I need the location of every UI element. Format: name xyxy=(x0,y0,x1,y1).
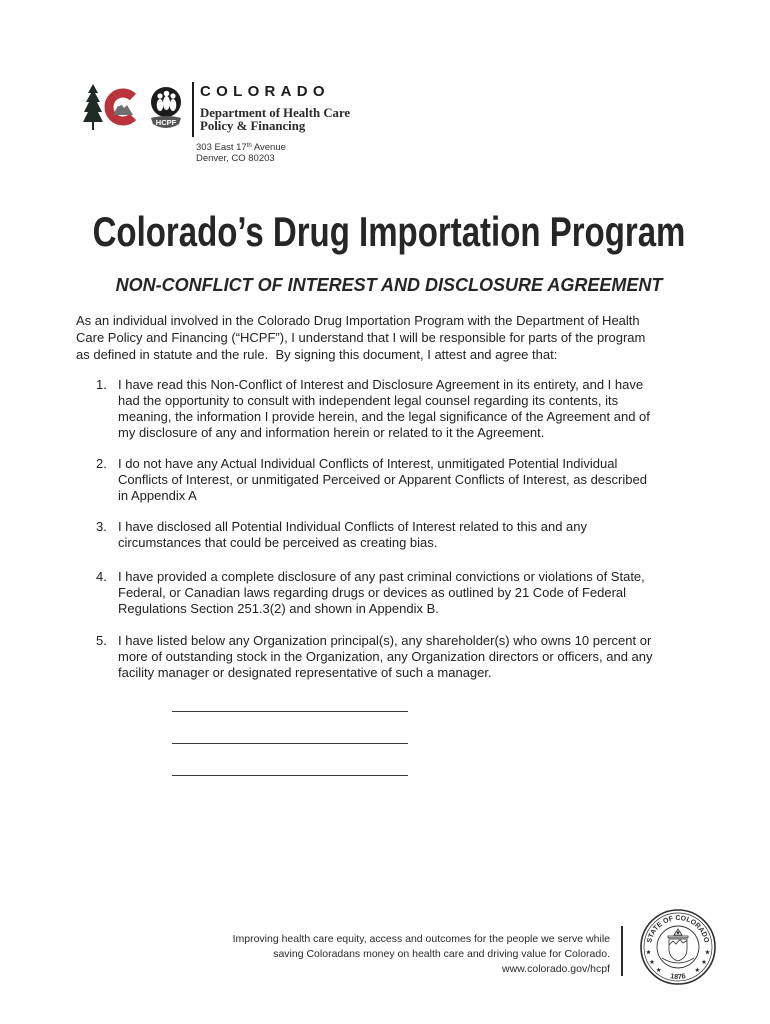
department-line-2: Policy & Financing xyxy=(200,119,306,133)
intro-line: As an individual involved in the Colorado Drug Importation Program with the Department of Health xyxy=(76,313,640,328)
address-street: 303 East 17th Avenue xyxy=(196,142,286,153)
agreement-item-1 xyxy=(96,377,650,441)
department-line-1: Department of Health Care xyxy=(200,106,351,120)
blank-line-2 xyxy=(172,743,408,744)
agreement-item-2 xyxy=(96,456,647,504)
page-title: Colorado’s Drug Importation Program xyxy=(92,208,686,255)
intro-paragraph xyxy=(76,312,645,363)
intro-line: as defined in statute and the rule. By signing this document, I attest and agree that: xyxy=(76,347,558,362)
agreement-item-3 xyxy=(96,519,587,551)
intro-line: Care Policy and Financing (“HCPF”), I understand that I will be responsible for parts of the program xyxy=(76,330,646,345)
footer-divider xyxy=(621,926,623,976)
item-number: 1. xyxy=(96,377,107,392)
agreement-item-5 xyxy=(96,633,653,681)
item-text xyxy=(118,519,587,551)
agreement-item-4 xyxy=(96,569,645,617)
item-line: I have disclosed all Potential Individual Conflicts of Interest related to this and any xyxy=(118,519,587,534)
hcpf-logo xyxy=(82,80,192,138)
brand-name: COLORADO xyxy=(200,83,330,100)
blank-line-1 xyxy=(172,711,408,712)
item-line: I have listed below any Organization principal(s), any shareholder(s) who owns 10 percent or xyxy=(118,633,652,648)
item-number: 2. xyxy=(96,456,107,471)
people-icon xyxy=(157,91,177,111)
footer-tagline-line: saving Coloradans money on health care and driving value for Colorado. xyxy=(273,948,610,960)
item-text xyxy=(118,633,653,681)
item-text xyxy=(118,377,650,441)
item-line: meaning, the information I provide herein, and the legal significance of the Agreement and of xyxy=(118,409,650,424)
seal-top-text: STATE OF COLORADO xyxy=(646,914,710,944)
item-line: I do not have any Actual Individual Conflicts of Interest, unmitigated Potential Individual xyxy=(118,456,618,471)
item-text xyxy=(118,569,645,617)
logo-divider xyxy=(192,82,194,137)
item-number: 3. xyxy=(96,519,107,534)
item-line: in Appendix A xyxy=(118,488,197,503)
item-line: more of outstanding stock in the Organization, any Organization directors or officers, and any xyxy=(118,649,653,664)
item-line: circumstances that could be perceived as creating bias. xyxy=(118,535,438,550)
item-line: I have provided a complete disclosure of any past criminal convictions or violations of State, xyxy=(118,569,645,584)
item-number: 4. xyxy=(96,569,107,584)
hcpf-badge-text: HCPF xyxy=(155,118,177,127)
blank-line-3 xyxy=(172,775,408,776)
item-line: had the opportunity to consult with independent legal counsel regarding its contents, its xyxy=(118,393,619,408)
address xyxy=(196,142,286,164)
item-line: I have read this Non-Conflict of Interest and Disclosure Agreement in its entirety, and I have xyxy=(118,377,644,392)
item-line: Regulations Section 251.3(2) and shown in Appendix B. xyxy=(118,601,439,616)
footer-tagline xyxy=(233,932,610,977)
item-line: facility manager or designated representative of such a manager. xyxy=(118,665,492,680)
item-line: my disclosure of any and information herein or related to it the Agreement. xyxy=(118,425,545,440)
item-number: 5. xyxy=(96,633,107,648)
pine-tree-icon xyxy=(83,84,103,130)
state-seal-icon xyxy=(638,906,718,988)
item-text xyxy=(118,456,647,504)
address-city: Denver, CO 80203 xyxy=(196,153,275,164)
item-line: Conflicts of Interest, or unmitigated Perceived or Apparent Conflicts of Interest, as described xyxy=(118,472,647,487)
department-name xyxy=(200,107,350,133)
item-line: Federal, or Canadian laws regarding drugs or devices as outlined by 21 Code of Federal xyxy=(118,585,627,600)
mountain-icon xyxy=(113,102,133,115)
footer-url: www.colorado.gov/hcpf xyxy=(502,963,610,975)
seal-year-text: 1876 xyxy=(669,971,687,982)
footer-tagline-line: Improving health care equity, access and outcomes for the people we serve while xyxy=(232,933,610,945)
page-subtitle: NON-CONFLICT OF INTEREST AND DISCLOSURE AGREEMENT xyxy=(115,275,663,295)
